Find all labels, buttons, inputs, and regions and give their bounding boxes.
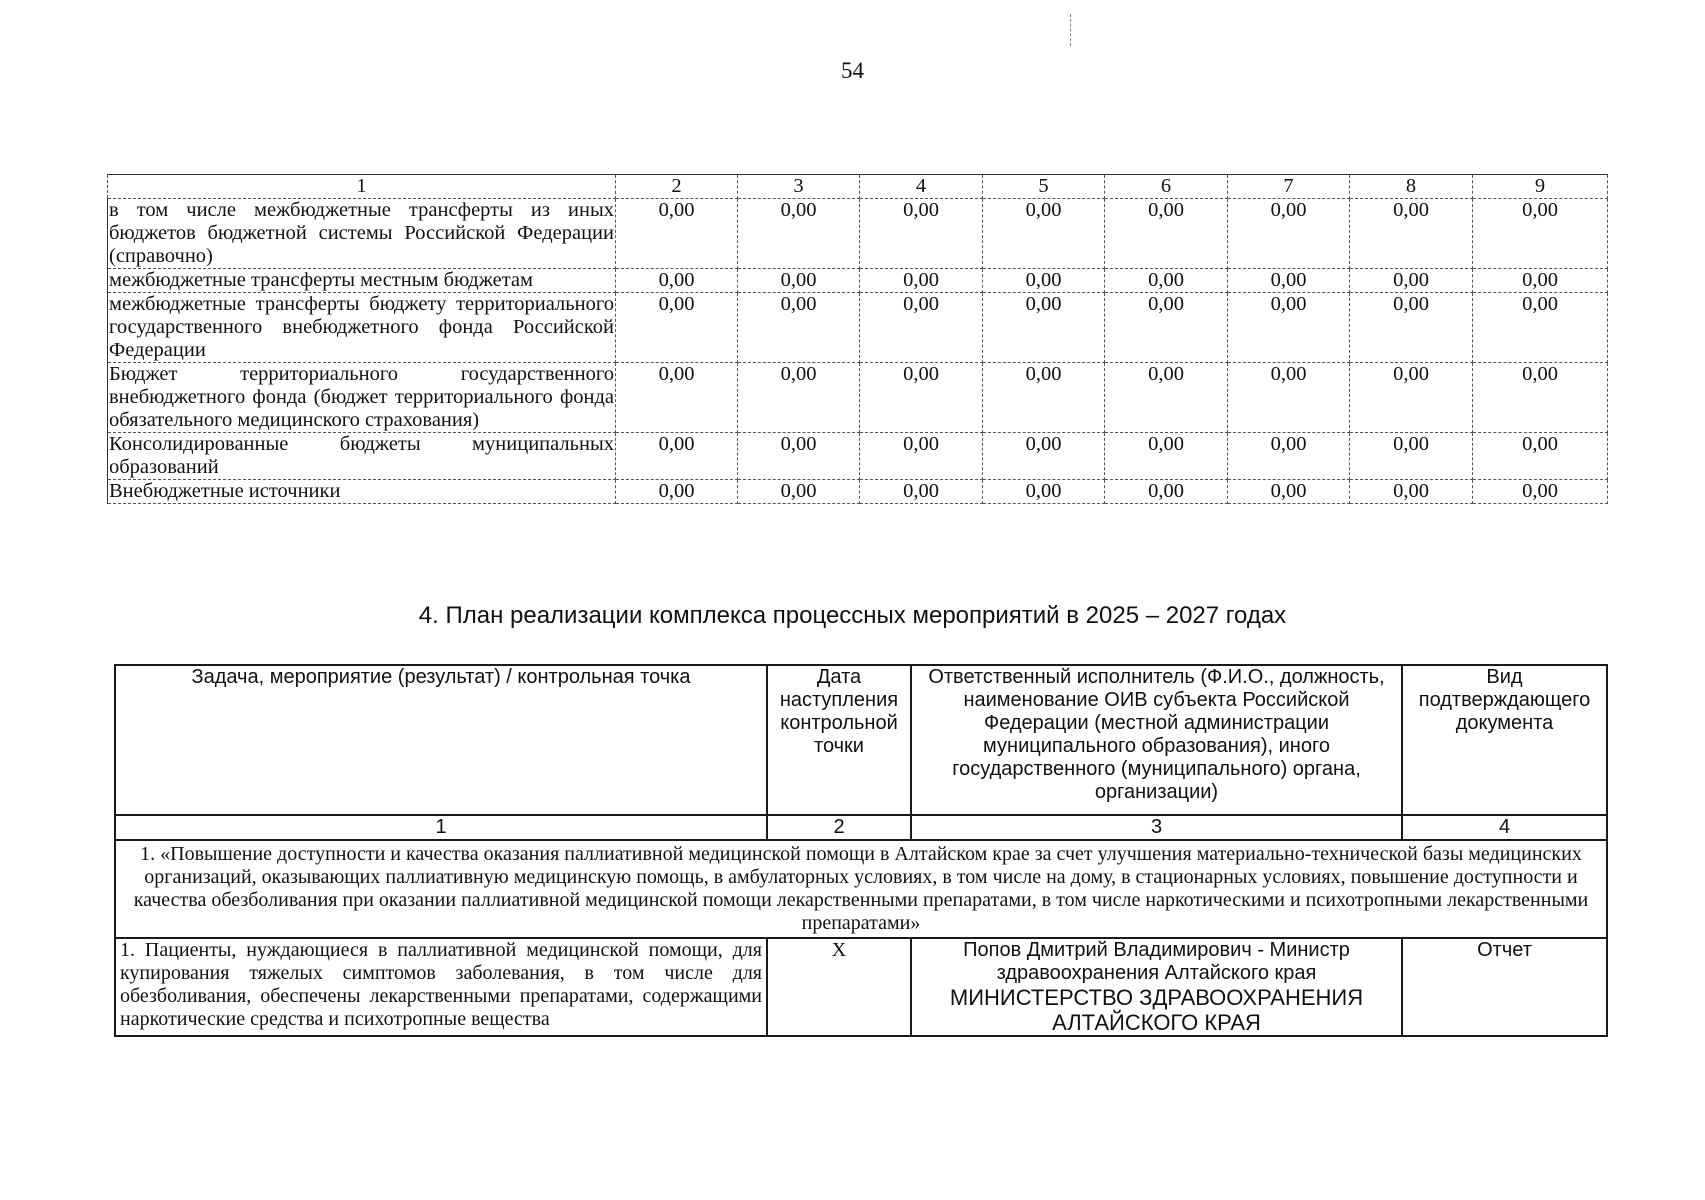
header-document: Вид подтверждающего документа (1402, 665, 1607, 815)
column-number: 2 (616, 175, 738, 199)
cell-value: 0,00 (616, 433, 738, 480)
column-number: 7 (1228, 175, 1350, 199)
cell-value: 0,00 (860, 363, 983, 433)
cell-value: 0,00 (1228, 199, 1350, 269)
responsible-cell (911, 938, 1402, 1036)
task-description: 1. «Повышение доступности и качества оказания паллиативной медицинской помощи в Алтайском крае за счет улучшения материально-технической базы медицинских организаций, оказывающих паллиативную медицинскую помощь, в амбулаторных условиях, в том числе на дому, в стационарных условиях, повышение доступности и качества обезболивания при оказании паллиативной медицинской помощи лекарственными препаратами, в том числе наркотическими и психотропными лекарственными препаратами» (115, 840, 1607, 938)
cell-value: 0,00 (738, 269, 860, 293)
table-row (108, 480, 1608, 504)
cell-value: 0,00 (1350, 363, 1473, 433)
cell-value: 0,00 (738, 480, 860, 504)
cell-value: 0,00 (1350, 293, 1473, 363)
cell-value: 0,00 (860, 269, 983, 293)
table-row (108, 199, 1608, 269)
header-row (115, 665, 1607, 815)
cell-value: 0,00 (983, 269, 1105, 293)
task-row (115, 840, 1607, 938)
cell-value: 0,00 (738, 433, 860, 480)
cell-value: 0,00 (1105, 433, 1228, 480)
column-number-row (115, 815, 1607, 840)
cell-value: 0,00 (1228, 293, 1350, 363)
column-number: 3 (738, 175, 860, 199)
cell-value: 0,00 (738, 363, 860, 433)
cell-value: 0,00 (1473, 363, 1608, 433)
cell-value: 0,00 (1350, 433, 1473, 480)
cell-value: 0,00 (1473, 480, 1608, 504)
table-row (108, 293, 1608, 363)
row-label: в том числе межбюджетные трансферты из иных бюджетов бюджетной системы Российской Федерации (справочно) (109, 199, 614, 267)
cell-value: 0,00 (1105, 293, 1228, 363)
row-label: Консолидированные бюджеты муниципальных образований (109, 433, 614, 478)
page-number: 54 (841, 58, 864, 83)
column-number: 8 (1350, 175, 1473, 199)
header-responsible: Ответственный исполнитель (Ф.И.О., должность, наименование ОИВ субъекта Российской Федерации (местной администрации муниципального образования), иного государственного (муниципального) органа, организации) (911, 665, 1402, 815)
cell-value: 0,00 (983, 293, 1105, 363)
cell-value: 0,00 (1350, 269, 1473, 293)
row-label: межбюджетные трансферты местным бюджетам (108, 269, 616, 293)
cell-value: 0,00 (1228, 480, 1350, 504)
cell-value: 0,00 (1105, 269, 1228, 293)
cell-value: 0,00 (1228, 363, 1350, 433)
cell-value: 0,00 (1473, 269, 1608, 293)
column-number: 4 (1402, 815, 1607, 840)
column-number: 1 (115, 815, 767, 840)
cell-value: 0,00 (983, 363, 1105, 433)
row-label: Бюджет территориального государственного внебюджетного фонда (бюджет территориального фонда обязательного медицинского страхования) (109, 363, 614, 431)
column-number-row (108, 175, 1608, 199)
cell-value: 0,00 (616, 363, 738, 433)
cell-value: 0,00 (738, 293, 860, 363)
cell-value: 0,00 (1350, 480, 1473, 504)
cell-value: 0,00 (738, 199, 860, 269)
cell-value: 0,00 (860, 480, 983, 504)
column-number: 3 (911, 815, 1402, 840)
column-number: 4 (860, 175, 983, 199)
cell-value: 0,00 (983, 199, 1105, 269)
cell-value: 0,00 (860, 199, 983, 269)
cell-value: 0,00 (616, 199, 738, 269)
responsible-organization: МИНИСТЕРСТВО ЗДРАВООХРАНЕНИЯ АЛТАЙСКОГО КРАЯ (949, 985, 1364, 1035)
cell-value: 0,00 (616, 293, 738, 363)
confirming-document: Отчет (1402, 938, 1607, 1036)
row-label: межбюджетные трансферты бюджету территориального государственного внебюджетного фонда Российской Федерации (109, 293, 614, 361)
cell-value: 0,00 (616, 480, 738, 504)
cell-value: 0,00 (1473, 199, 1608, 269)
cell-value: 0,00 (1350, 199, 1473, 269)
column-number: 2 (767, 815, 911, 840)
row-label: Внебюджетные источники (108, 480, 616, 504)
measure-description: 1. Пациенты, нуждающиеся в паллиативной медицинской помощи, для купирования тяжелых симптомов заболевания, в том числе для обезболивания, обеспечены лекарственными препаратами, содержащими наркотические средства и психотропные вещества (115, 938, 767, 1036)
table-row (108, 363, 1608, 433)
cell-value: 0,00 (983, 480, 1105, 504)
table-row (115, 938, 1607, 1036)
column-number: 6 (1105, 175, 1228, 199)
cell-value: 0,00 (1105, 363, 1228, 433)
header-task: Задача, мероприятие (результат) / контрольная точка (115, 665, 767, 815)
responsible-person: Попов Дмитрий Владимирович - Министр здравоохранения Алтайского края (963, 939, 1350, 984)
header-date: Дата наступления контрольной точки (767, 665, 911, 815)
cell-value: 0,00 (1473, 433, 1608, 480)
control-date (767, 938, 911, 1036)
table-row (108, 269, 1608, 293)
cell-value: 0,00 (983, 433, 1105, 480)
column-number: 1 (108, 175, 616, 199)
cell-value: 0,00 (860, 433, 983, 480)
cell-value: 0,00 (1105, 480, 1228, 504)
cell-value: 0,00 (1473, 293, 1608, 363)
cell-value: 0,00 (1105, 199, 1228, 269)
implementation-plan-table (114, 664, 1608, 1037)
column-number: 9 (1473, 175, 1608, 199)
control-date-value: X (831, 939, 847, 961)
cell-value: 0,00 (1228, 269, 1350, 293)
budget-table (107, 174, 1608, 504)
cell-value: 0,00 (860, 293, 983, 363)
table-row (108, 433, 1608, 480)
cell-value: 0,00 (1228, 433, 1350, 480)
scan-artifact-line (1070, 14, 1071, 46)
cell-value: 0,00 (616, 269, 738, 293)
section-title: 4. План реализации комплекса процессных мероприятий в 2025 – 2027 годах (418, 602, 1287, 629)
column-number: 5 (983, 175, 1105, 199)
